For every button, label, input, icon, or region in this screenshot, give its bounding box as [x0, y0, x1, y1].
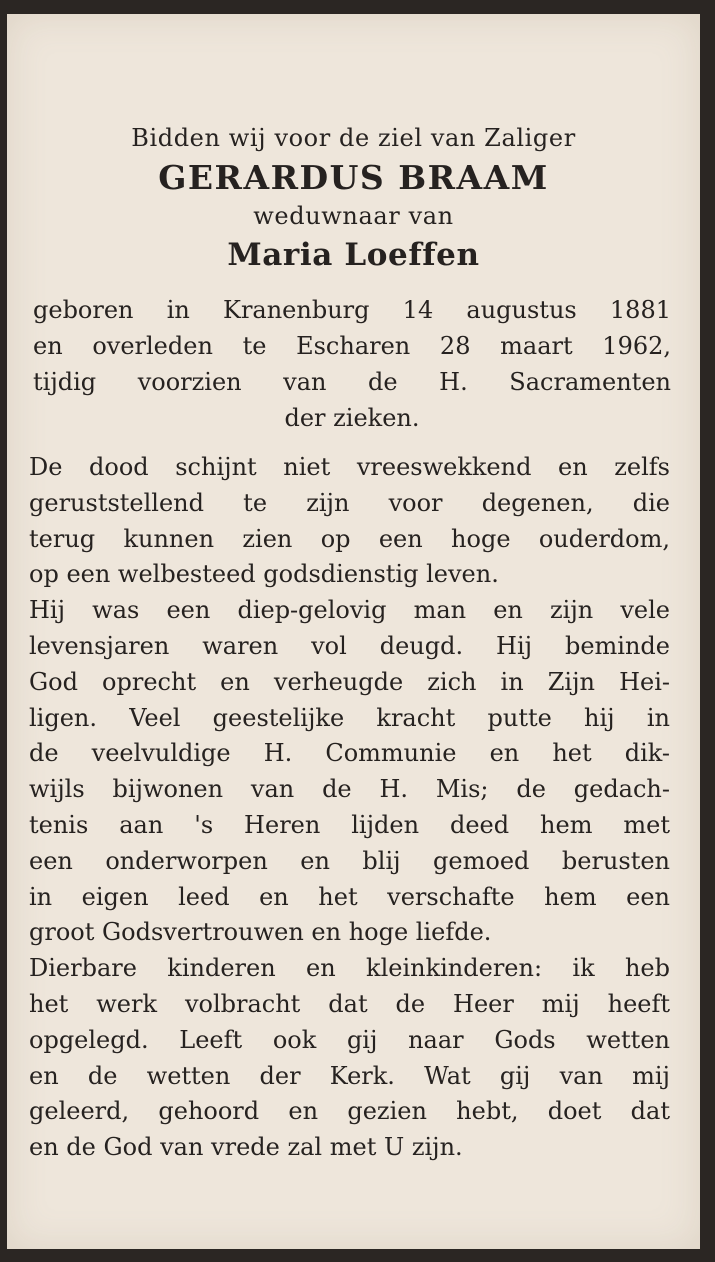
- text-line: terug kunnen zien op een hoge ouderdom,: [29, 524, 670, 553]
- text-line: het werk volbracht dat de Heer mij heeft: [29, 989, 670, 1018]
- text-line: tenis aan 's Heren lijden deed hem met: [29, 810, 670, 839]
- dates-line: tijdig voorzien van de H. Sacramenten: [33, 368, 671, 396]
- intro-line: Bidden wij voor de ziel van Zaliger: [131, 124, 576, 152]
- text-line: levensjaren waren vol deugd. Hij beminde: [29, 631, 670, 660]
- deceased-name: GERARDUS BRAAM: [158, 158, 549, 197]
- text-line: een onderworpen en blij gemoed berusten: [29, 846, 670, 875]
- text-line: en de wetten der Kerk. Wat gij van mij: [29, 1061, 670, 1090]
- text-line: op een welbesteed godsdienstig leven.: [29, 560, 499, 589]
- memorial-text: [29, 450, 670, 1166]
- text-line: geleerd, gehoord en gezien hebt, doet dat: [29, 1097, 670, 1126]
- birth-death-details: [33, 292, 671, 436]
- text-line: De dood schijnt niet vreeswekkend en zelfs: [29, 453, 670, 481]
- dates-line-last: der zieken.: [284, 404, 420, 432]
- text-line: ligen. Veel geestelijke kracht putte hij in: [29, 703, 670, 732]
- text-line: geruststellend te zijn voor degenen, die: [29, 488, 670, 517]
- text-line: de veelvuldige H. Communie en het dik-: [29, 739, 670, 768]
- text-line: God oprecht en verheugde zich in Zijn Hei-: [29, 667, 670, 696]
- dates-line: geboren in Kranenburg 14 augustus 1881: [33, 296, 671, 324]
- text-line: wijls bijwonen van de H. Mis; de gedach-: [29, 775, 670, 804]
- card-header: [27, 120, 680, 276]
- text-line: opgelegd. Leeft ook gij naar Gods wetten: [29, 1025, 670, 1054]
- dates-line: en overleden te Escharen 28 maart 1962,: [33, 332, 671, 360]
- text-line: Dierbare kinderen en kleinkinderen: ik heb: [29, 954, 670, 983]
- text-line: en de God van vrede zal met U zijn.: [29, 1133, 463, 1162]
- spouse-name: Maria Loeffen: [227, 237, 480, 273]
- text-line: Hij was een diep-gelovig man en zijn vele: [29, 596, 670, 625]
- text-line: in eigen leed en het verschafte hem een: [29, 882, 670, 911]
- relation-line: weduwnaar van: [253, 202, 454, 230]
- text-line: groot Godsvertrouwen en hoge liefde.: [29, 918, 492, 947]
- memorial-card: [7, 14, 700, 1249]
